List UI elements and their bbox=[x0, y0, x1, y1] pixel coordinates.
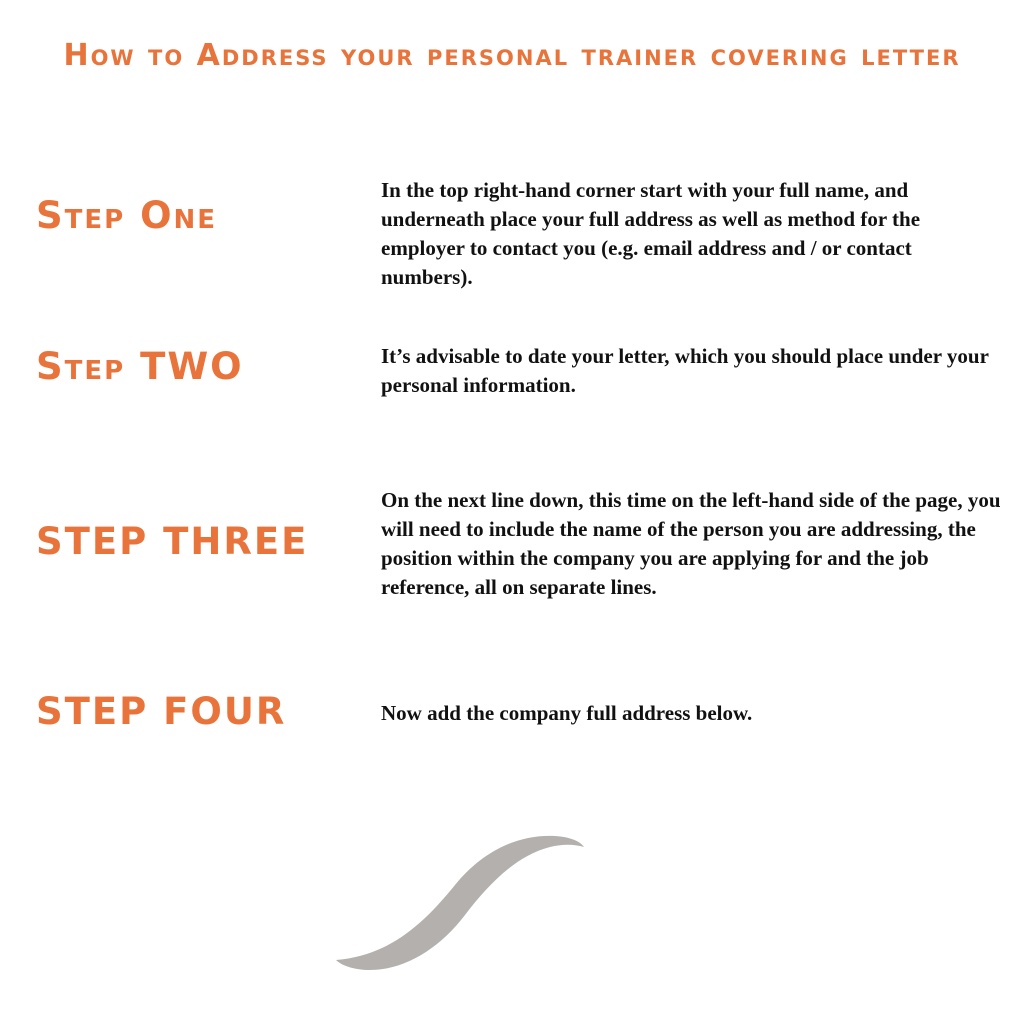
swoosh-logo-icon bbox=[330, 830, 590, 975]
step-one-text: In the top right-hand corner start with your full name, and underneath place your full address as well as method for the employer to contact you (e.g. email address and / or contact numbers). bbox=[381, 178, 921, 289]
step-one-heading: Step One bbox=[36, 194, 218, 237]
step-two-heading: Step TWO bbox=[36, 345, 244, 388]
step-three-text: On the next line down, this time on the left-hand side of the page, you will need to include the name of the person you are addressing, the position within the company you are applying for and the job reference, all on separate lines. bbox=[381, 488, 1001, 599]
step-four-text: Now add the company full address below. bbox=[381, 701, 753, 725]
page-title: How to Address your personal trainer covering letter bbox=[63, 38, 961, 73]
swoosh-logo-shape bbox=[336, 836, 584, 970]
step-three-heading: STEP THREE bbox=[36, 520, 309, 563]
step-two-text: It’s advisable to date your letter, which you should place under your personal information. bbox=[381, 344, 989, 397]
step-four-heading: STEP FOUR bbox=[36, 690, 287, 733]
